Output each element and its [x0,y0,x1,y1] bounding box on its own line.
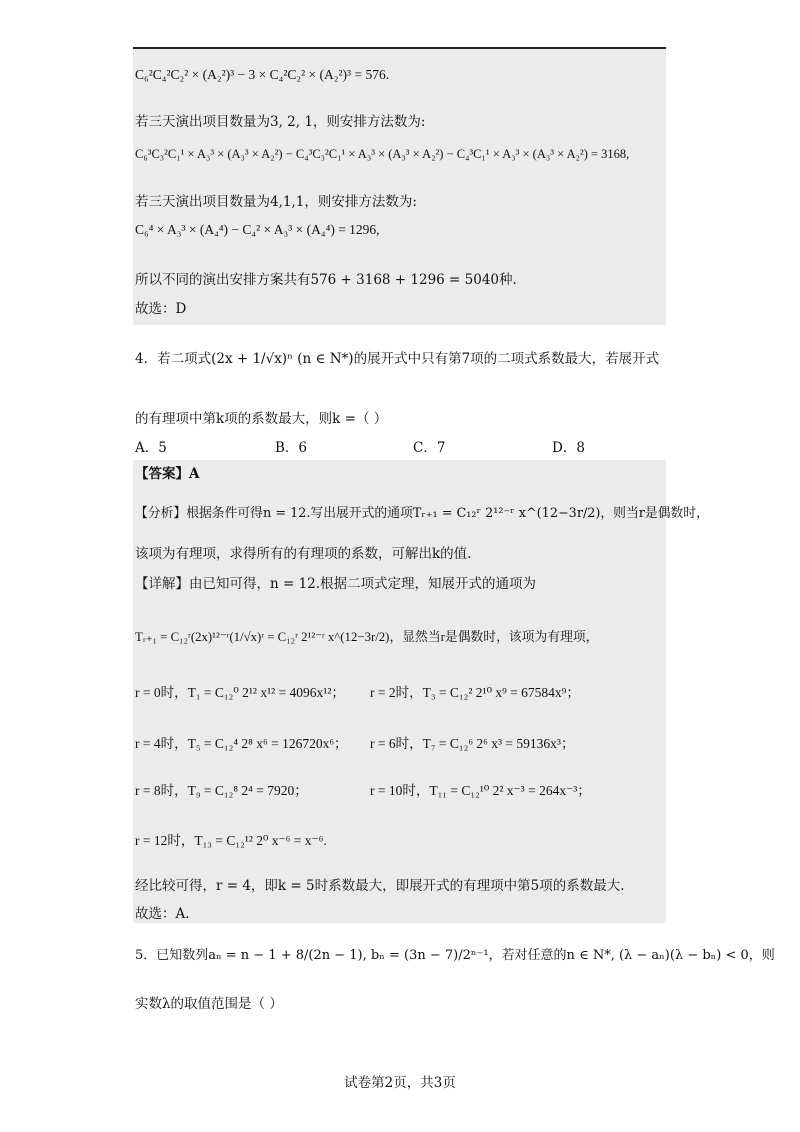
q5-stem-line1: 5．已知数列aₙ = n − 1 + 8/(2n − 1), bₙ = (3n − 7)/2ⁿ⁻¹，若对任意的n ∈ N*, (λ − aₙ)(λ − bₙ) < 0，则 [135,948,775,963]
page-footer: 试卷第2页，共3页 [344,1075,456,1091]
q4-analysis-line1: 【分析】根据条件可得n = 12.写出展开式的通项Tᵣ₊₁ = C₁₂ʳ 2¹²⁻ʳ x^(12−3r/2)，则当r是偶数时， [135,506,709,521]
term-r2: r = 2时，T₃ = C₁₂² 2¹⁰ x⁹ = 67584x⁹； [370,685,580,700]
q5-stem-line2: 实数λ的取值范围是（ ） [135,996,283,1012]
term-r4: r = 4时，T₅ = C₁₂⁴ 2⁸ x⁶ = 126720x⁶； [135,736,348,751]
q4-stem-line1: 4．若二项式(2x + 1/√x)ⁿ (n ∈ N*)的展开式中只有第7项的二项式系数最大，若展开式 [135,351,660,367]
q4-detail-line2: Tᵣ₊₁ = C₁₂ʳ(2x)¹²⁻ʳ(1/√x)ʳ = C₁₂ʳ 2¹²⁻ʳ x^(12−3r/2)，显然当r是偶数时，该项为有理项， [135,630,599,644]
q4-stem-line2: 的有理项中第k项的系数最大，则k =（ ） [135,411,388,427]
term-r6: r = 6时，T₇ = C₁₂⁶ 2⁶ x³ = 59136x³； [370,736,575,751]
term-r10: r = 10时，T₁₁ = C₁₂¹⁰ 2² x⁻³ = 264x⁻³； [370,783,591,798]
q4-option-b: B．6 [275,440,308,456]
q4-answer: 【答案】A [135,466,200,482]
case-411-intro: 若三天演出项目数量为4,1,1，则安排方法数为: [135,194,417,210]
case-411-formula: C₆⁴ × A₃³ × (A₄⁴) − C₄² × A₃³ × (A₄⁴) = 1296, [135,222,380,237]
term-r8: r = 8时，T₉ = C₁₂⁸ 2⁴ = 7920； [135,783,308,798]
term-r12: r = 12时，T₁₃ = C₁₂¹² 2⁰ x⁻⁶ = x⁻⁶. [135,833,327,848]
q4-analysis-line2: 该项为有理项，求得所有的有理项的系数，可解出k的值. [135,546,472,562]
q4-detail-line1: 【详解】由已知可得，n = 12.根据二项式定理，知展开式的通项为 [135,576,537,592]
q4-conclusion: 经比较可得，r = 4，即k = 5时系数最大，即展开式的有理项中第5项的系数最大. [135,878,625,894]
q4-choice: 故选：A. [135,906,190,922]
case-321-formula: C₆³C₃²C₁¹ × A₃³ × (A₃³ × A₂²) − C₄³C₃²C₁¹ × A₃³ × (A₃³ × A₂²) − C₄³C₁¹ × A₃³ × (A₃³ × A₂²) = 3168, [135,147,630,161]
q4-option-c: C．7 [413,440,446,456]
total-line: 所以不同的演出安排方案共有576 + 3168 + 1296 = 5040种. [135,272,517,288]
prev-formula-line: C₆²C₄²C₂² × (A₂²)³ − 3 × C₄²C₂² × (A₂²)³ = 576. [135,67,390,82]
term-r0: r = 0时，T₁ = C₁₂⁰ 2¹² x¹² = 4096x¹²； [135,685,345,700]
q4-option-a: A．5 [135,440,167,456]
prev-choice: 故选：D [135,301,187,317]
q4-option-d: D．8 [552,440,585,456]
case-321-intro: 若三天演出项目数量为3, 2, 1，则安排方法数为: [135,114,426,130]
